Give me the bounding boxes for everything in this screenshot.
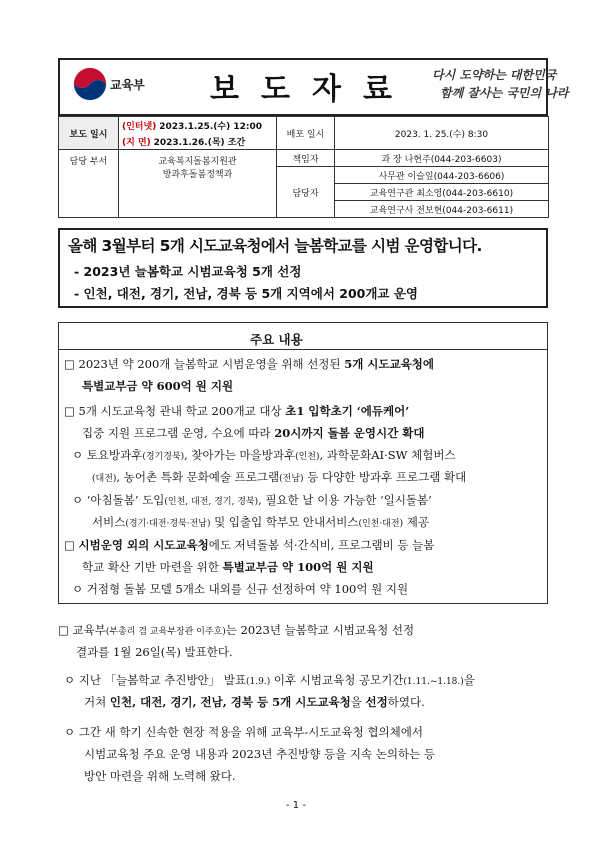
- body-para-1-line1: □ 교육부(부총리 겸 교육부장관 이주호)는 2023년 늘봄학교 시범교육청 선정: [58, 623, 415, 637]
- paper-time: 2023.1.26.(목) 조간: [153, 137, 246, 148]
- summary-divider: [58, 349, 548, 350]
- staff-1: 사무관 이슬잎(044-203-6606): [335, 167, 549, 184]
- body-para-2-line2: 거쳐 인천, 대전, 경기, 전남, 경북 등 5개 시도교육청을 선정하였다.: [84, 695, 425, 709]
- dept-line2: 방과후돌봄정책과: [162, 170, 233, 180]
- summary-bullet-1-line1: □ 2023년 약 200개 늘봄학교 시범운영을 위해 선정된 5개 시도교육청에: [64, 357, 434, 371]
- responsible-label: 책임자: [277, 150, 335, 167]
- distribution-label: 배포 일시: [277, 117, 335, 150]
- staff-label: 담당자: [277, 167, 335, 218]
- body-para-3-line1: ㅇ 그간 새 학기 신속한 현장 적용을 위해 교육부-시도교육청 협의체에서: [64, 725, 423, 739]
- summary-sub-2-line1: ㅇ ‘아침돌봄’ 도입(인천, 대전, 경기, 경북), 필요한 날 이용 가능한 ‘일시돌봄’: [72, 493, 432, 507]
- summary-bullet-2-line2: 집중 지원 프로그램 운영, 수요에 따라 20시까지 돌봄 운영시간 확대: [82, 426, 425, 440]
- paper-release: [119, 133, 277, 150]
- ministry-logo-icon: [72, 66, 108, 102]
- body-para-3-line2: 시범교육청 주요 운영 내용과 2023년 추진방향 등을 지속 논의하는 등: [84, 747, 435, 761]
- distribution-time: 2023. 1. 25.(수) 8:30: [335, 117, 549, 150]
- staff-3: 교육연구사 전보현(044-203-6611): [335, 201, 549, 218]
- ministry-name: 교육부: [110, 78, 145, 92]
- headline: 올해 3월부터 5개 시도교육청에서 늘봄학교를 시범 운영합니다.: [68, 237, 482, 255]
- release-info-table: [58, 116, 549, 218]
- page-title: 보도자료: [210, 72, 414, 107]
- summary-bullet-3-line1: □ 시범운영 외의 시도교육청에도 저녁돌봄 석·간식비, 프로그램비 등 늘봄: [64, 538, 435, 552]
- paper-tag: (지 면): [122, 137, 151, 148]
- subheadline-2: - 인천, 대전, 경기, 전남, 경북 등 5개 지역에서 200개교 운영: [74, 286, 418, 301]
- summary-sub-3: ㅇ 거점형 돌봄 모델 5개소 내외를 신규 선정하여 약 100억 원 지원: [72, 582, 409, 596]
- body-para-3-line3: 방안 마련을 위해 노력해 왔다.: [84, 769, 236, 783]
- staff-2: 교육연구관 최소영(044-203-6610): [335, 184, 549, 201]
- dept-name: [119, 150, 277, 218]
- summary-bullet-2-line1: □ 5개 시도교육청 관내 학교 200개교 대상 초1 입학초기 ‘에듀케어’: [64, 404, 410, 418]
- internet-time: 2023.1.25.(수) 12:00: [159, 121, 262, 132]
- summary-sub-1-line1: ㅇ 토요방과후(경기경북), 찾아가는 마을방과후(인천), 과학문화AI·SW 체험버스: [72, 448, 456, 462]
- summary-sub-2-line2: 서비스(경기·대전·경북·전남) 및 입출입 학부모 안내서비스(인천·대전) 제공: [92, 515, 429, 529]
- summary-title: 주요 내용: [250, 332, 303, 347]
- slogan-line1: 다시 도약하는 대한민국: [432, 68, 557, 82]
- slogan-line2: 함께 잘사는 국민의 나라: [440, 86, 569, 100]
- body-para-1-line2: 결과를 1월 26일(목) 발표한다.: [76, 645, 233, 659]
- release-label: 보도 일시: [59, 117, 119, 150]
- summary-sub-1-line2: (대전), 농어촌 특화 문화예술 프로그램(전남) 등 다양한 방과후 프로그램 확대: [92, 470, 467, 484]
- subheadline-1: - 2023년 늘봄학교 시범교육청 5개 선정: [74, 264, 302, 279]
- page-number: - 1 -: [286, 800, 306, 811]
- internet-release: [119, 117, 277, 134]
- summary-bullet-1-line2: 특별교부금 약 600억 원 지원: [82, 379, 234, 393]
- dept-label: 담당 부서: [59, 150, 119, 218]
- internet-tag: (인터넷): [122, 121, 157, 132]
- responsible-person: 과 장 나현주(044-203-6603): [335, 150, 549, 167]
- body-para-2-line1: ㅇ 지난 「늘봄학교 추진방안」 발표(1.9.) 이후 시범교육청 공모기간(1.11.~1.18.)을: [64, 673, 475, 687]
- dept-line1: 교육복지돌봄지원관: [158, 157, 237, 167]
- summary-bullet-3-line2: 학교 확산 기반 마련을 위한 특별교부금 약 100억 원 지원: [82, 560, 374, 574]
